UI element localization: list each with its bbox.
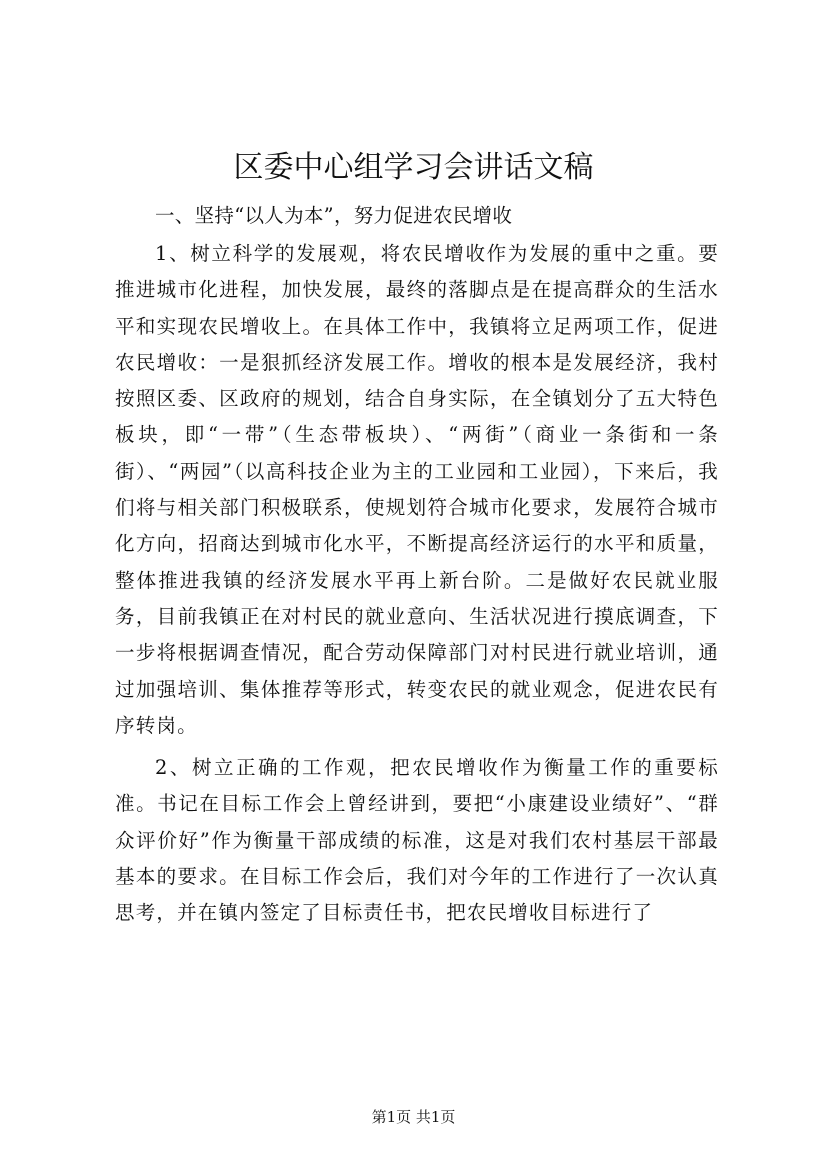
page-number-footer: 第1页 共1页	[371, 1108, 456, 1126]
document-title: 区委中心组学习会讲话文稿	[233, 150, 594, 185]
paragraph: 1、树立科学的发展观，将农民增收作为发展的重中之重。要推进城市化进程，加快发展，最终的落脚点是在提高群众的生活水平和实现农民增收上。在具体工作中，我镇将立足两项工作，促进农民增收：一是狠抓经济发展工作。增收的根本是发展经济，我村按照区委、区政府的规划，结合自身实际，在全镇划分了五大特色板块，即“一带”（生态带板块）、“两街”（商业一条街和一条街）、“两园”（以高科技企业为主的工业园和工业园），下来后，我们将与相关部门积极联系，使规划符合城市化要求，发展符合城市化方向，招商达到城市化水平，不断提高经济运行的水平和质量，整体推进我镇的经济发展水平再上新台阶。二是做好农民就业服务，目前我镇正在对村民的就业意向、生活状况进行摸底调查，下一步将根据调查情况，配合劳动保障部门对村民进行就业培训，通过加强培训、集体推荐等形式，转变农民的就业观念，促进农民有序转岗。	[115, 242, 719, 737]
document-body	[115, 198, 719, 932]
section-heading: 一、坚持“以人为本”，努力促进农民增收	[155, 204, 513, 227]
paragraph: 2、树立正确的工作观，把农民增收作为衡量工作的重要标准。书记在目标工作会上曾经讲到，要把“小康建设业绩好”、“群众评价好”作为衡量干部成绩的标准，这是对我们农村基层干部最基本的要求。在目标工作会后，我们对今年的工作进行了一次认真思考，并在镇内签定了目标责任书，把农民增收目标进行了	[115, 756, 719, 925]
